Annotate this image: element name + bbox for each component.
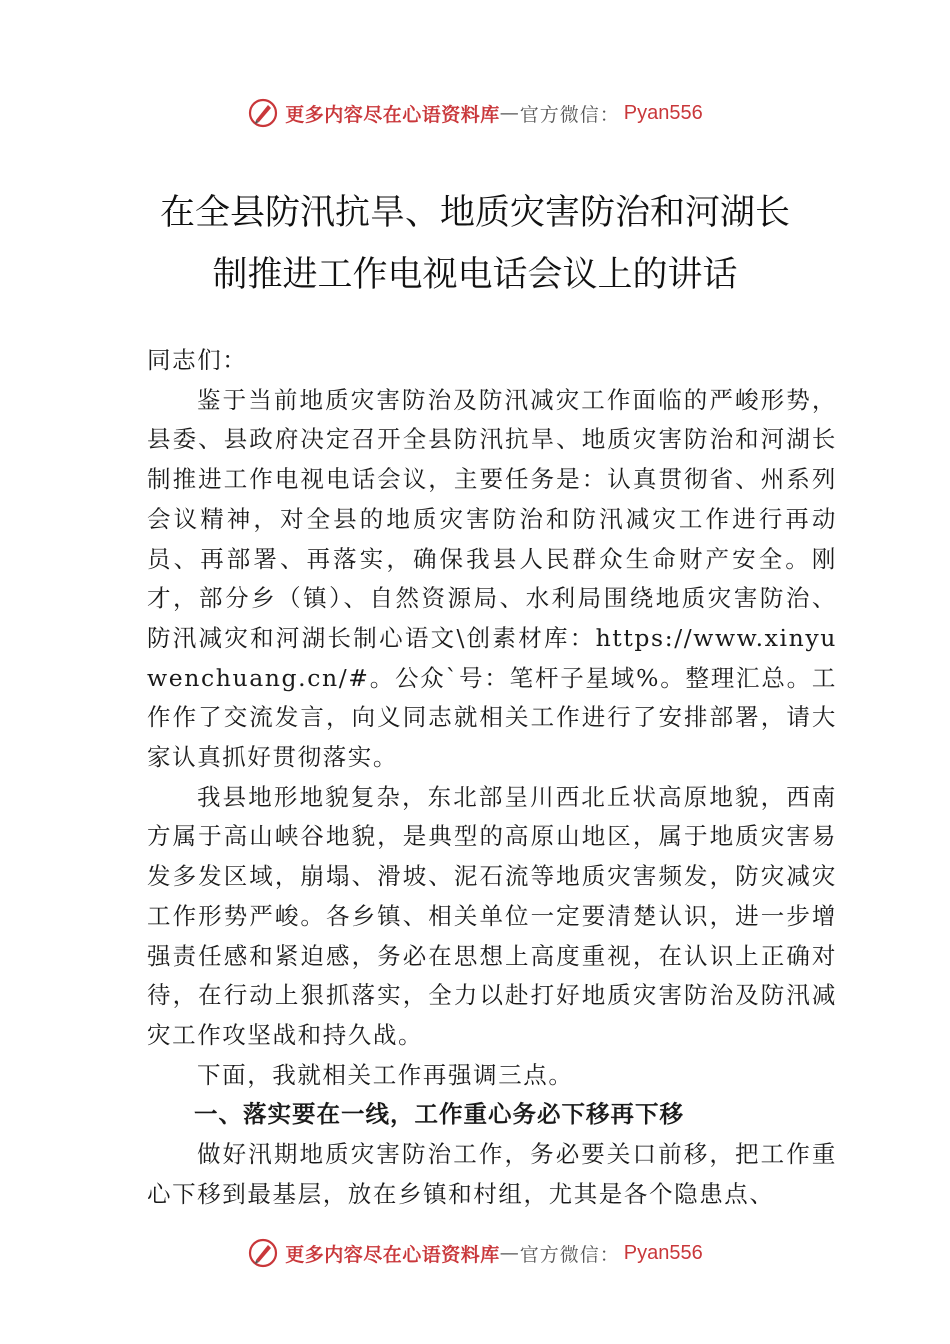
watermark-brand-text: 更多内容尽在心语资料库 — [285, 103, 500, 126]
watermark-banner-top — [0, 93, 950, 133]
title-line-2: 制推进工作电视电话会议上的讲话 — [212, 255, 738, 295]
watermark-brand-text: 更多内容尽在心语资料库 — [285, 1243, 500, 1266]
document-body — [147, 341, 837, 1214]
pen-in-circle-logo-icon — [247, 97, 279, 129]
watermark-banner-bottom — [0, 1233, 950, 1273]
watermark-wechat-id: Pyan556 — [623, 101, 703, 124]
document-title — [0, 182, 950, 306]
watermark-dash: — — [499, 102, 520, 124]
watermark-wechat-label: 官方微信： — [519, 1243, 620, 1266]
salutation: 同志们： — [147, 346, 248, 374]
watermark-wechat-id: Pyan556 — [623, 1241, 703, 1264]
paragraph-3: 下面，我就相关工作再强调三点。 — [197, 1060, 574, 1089]
paragraph-1: 鉴于当前地质灾害防治及防汛减灾工作面临的严峻形势，县委、县政府决定召开全县防汛抗旱、地质灾害防治和河湖长制推进工作电视电话会议，主要任务是：认真贯彻省、州系列会议精神，对全县的地质灾害防治和防汛减灾工作进行再动员、再部署、再落实，确保我县人民群众生命财产安全。刚才，部分乡（镇）、自然资源局、水利局围绕地质灾害防治、防汛减灾和河湖长制心语文\创素材库：https://www.xinyuwenchuang.cn/#。公众`号：笔杆子星域%。整理汇总。工作作了交流发言，向义同志就相关工作进行了安排部署，请大家认真抓好贯彻落实。 — [147, 385, 837, 772]
paragraph-2: 我县地形地貌复杂，东北部呈川西北丘状高原地貌，西南方属于高山峡谷地貌，是典型的高原山地区，属于地质灾害易发多发区域，崩塌、滑坡、泥石流等地质灾害频发，防灾减灾工作形势严峻。各乡镇、相关单位一定要清楚认识，进一步增强责任感和紧迫感，务必在思想上高度重视，在认识上正确对待，在行动上狠抓落实，全力以赴打好地质灾害防治及防汛减灾工作攻坚战和持久战。 — [147, 782, 837, 1049]
section-heading-1: 一、落实要在一线，工作重心务必下移再下移 — [194, 1100, 684, 1129]
title-line-1: 在全县防汛抗旱、地质灾害防治和河湖长 — [159, 193, 790, 233]
section-paragraph-1: 做好汛期地质灾害防治工作，务必要关口前移，把工作重心下移到最基层，放在乡镇和村组，尤其是各个隐患点、 — [147, 1140, 837, 1208]
watermark-dash: — — [499, 1242, 520, 1264]
watermark-wechat-label: 官方微信： — [519, 103, 620, 126]
pen-in-circle-logo-icon — [247, 1237, 279, 1269]
